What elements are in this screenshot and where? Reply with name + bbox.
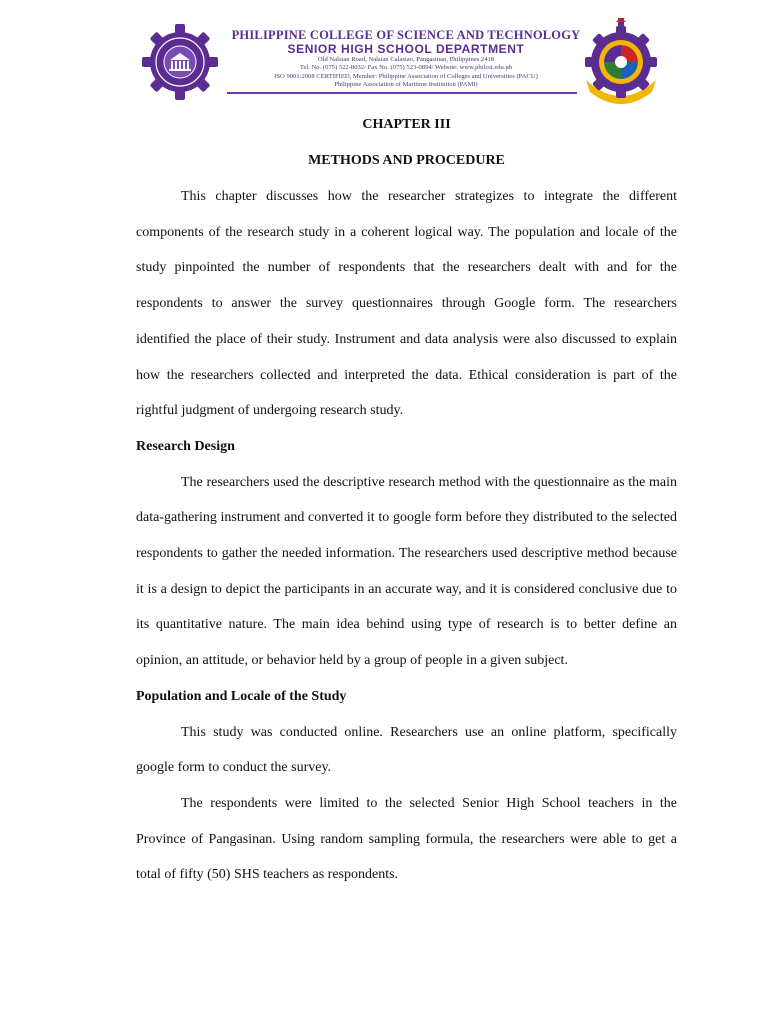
document-body bbox=[136, 107, 677, 893]
research-design-paragraph: The researchers used the descriptive research method with the questionnaire as the main data-gathering instrument and converted it to google form before they distributed to the selected respondents to gather the needed information. The researchers used descriptive method because it is a design to depict the participants in an accurate way, and it is considered conclusive due to its quantitative nature. The main idea behind using type of research is to better define an opinion, an attitude, or behavior held by a group of people in a given subject. bbox=[136, 474, 677, 669]
section-heading-population-locale: Population and Locale of the Study bbox=[136, 688, 347, 704]
population-paragraph-1: This study was conducted online. Researchers use an online platform, specifically google form to conduct the survey. bbox=[136, 724, 677, 776]
chapter-title: METHODS AND PROCEDURE bbox=[308, 153, 505, 168]
iso-line: ISO 9001:2008 CERTIFIED, Member: Philippine Association of Colleges and Universities (PACU) bbox=[274, 72, 538, 80]
contact-line: Tel. No. (075) 522-8032/ Fax No. (075) 523-0894/ Website: www.philcst.edu.ph bbox=[299, 64, 513, 72]
pami-line: Philippine Association of Maritime Institution (PAMI) bbox=[334, 81, 478, 89]
chapter-heading: CHAPTER III bbox=[362, 117, 451, 132]
letterhead bbox=[0, 0, 768, 110]
shs-seal-icon bbox=[578, 18, 664, 106]
address-line: Old Nalsian Road, Nalsian Calasiao, Pangasinan, Philippines 2418 bbox=[317, 56, 495, 63]
section-heading-research-design: Research Design bbox=[136, 438, 235, 454]
intro-paragraph: This chapter discusses how the researcher strategizes to integrate the different components of the research study in a coherent logical way. The population and locale of the study pinpointed the number of respondents that the researchers dealt with and for the respondents to answer the survey questionnaires through Google form. The researchers identified the place of their study. Instrument and data analysis were also discussed to explain how the researchers collected and interpreted the data. Ethical consideration is part of the rightful judgment of undergoing research study. bbox=[136, 189, 677, 419]
college-seal-icon bbox=[142, 24, 218, 100]
header-divider bbox=[227, 92, 577, 94]
department-name: SENIOR HIGH SCHOOL DEPARTMENT bbox=[287, 42, 525, 56]
college-name: PHILIPPINE COLLEGE OF SCIENCE AND TECHNOLOGY bbox=[231, 28, 581, 42]
population-paragraph-2: The respondents were limited to the selected Senior High School teachers in the Province of Pangasinan. Using random sampling formula, the researchers were able to get a total of fifty (50) SHS teachers as respondents. bbox=[136, 795, 677, 883]
